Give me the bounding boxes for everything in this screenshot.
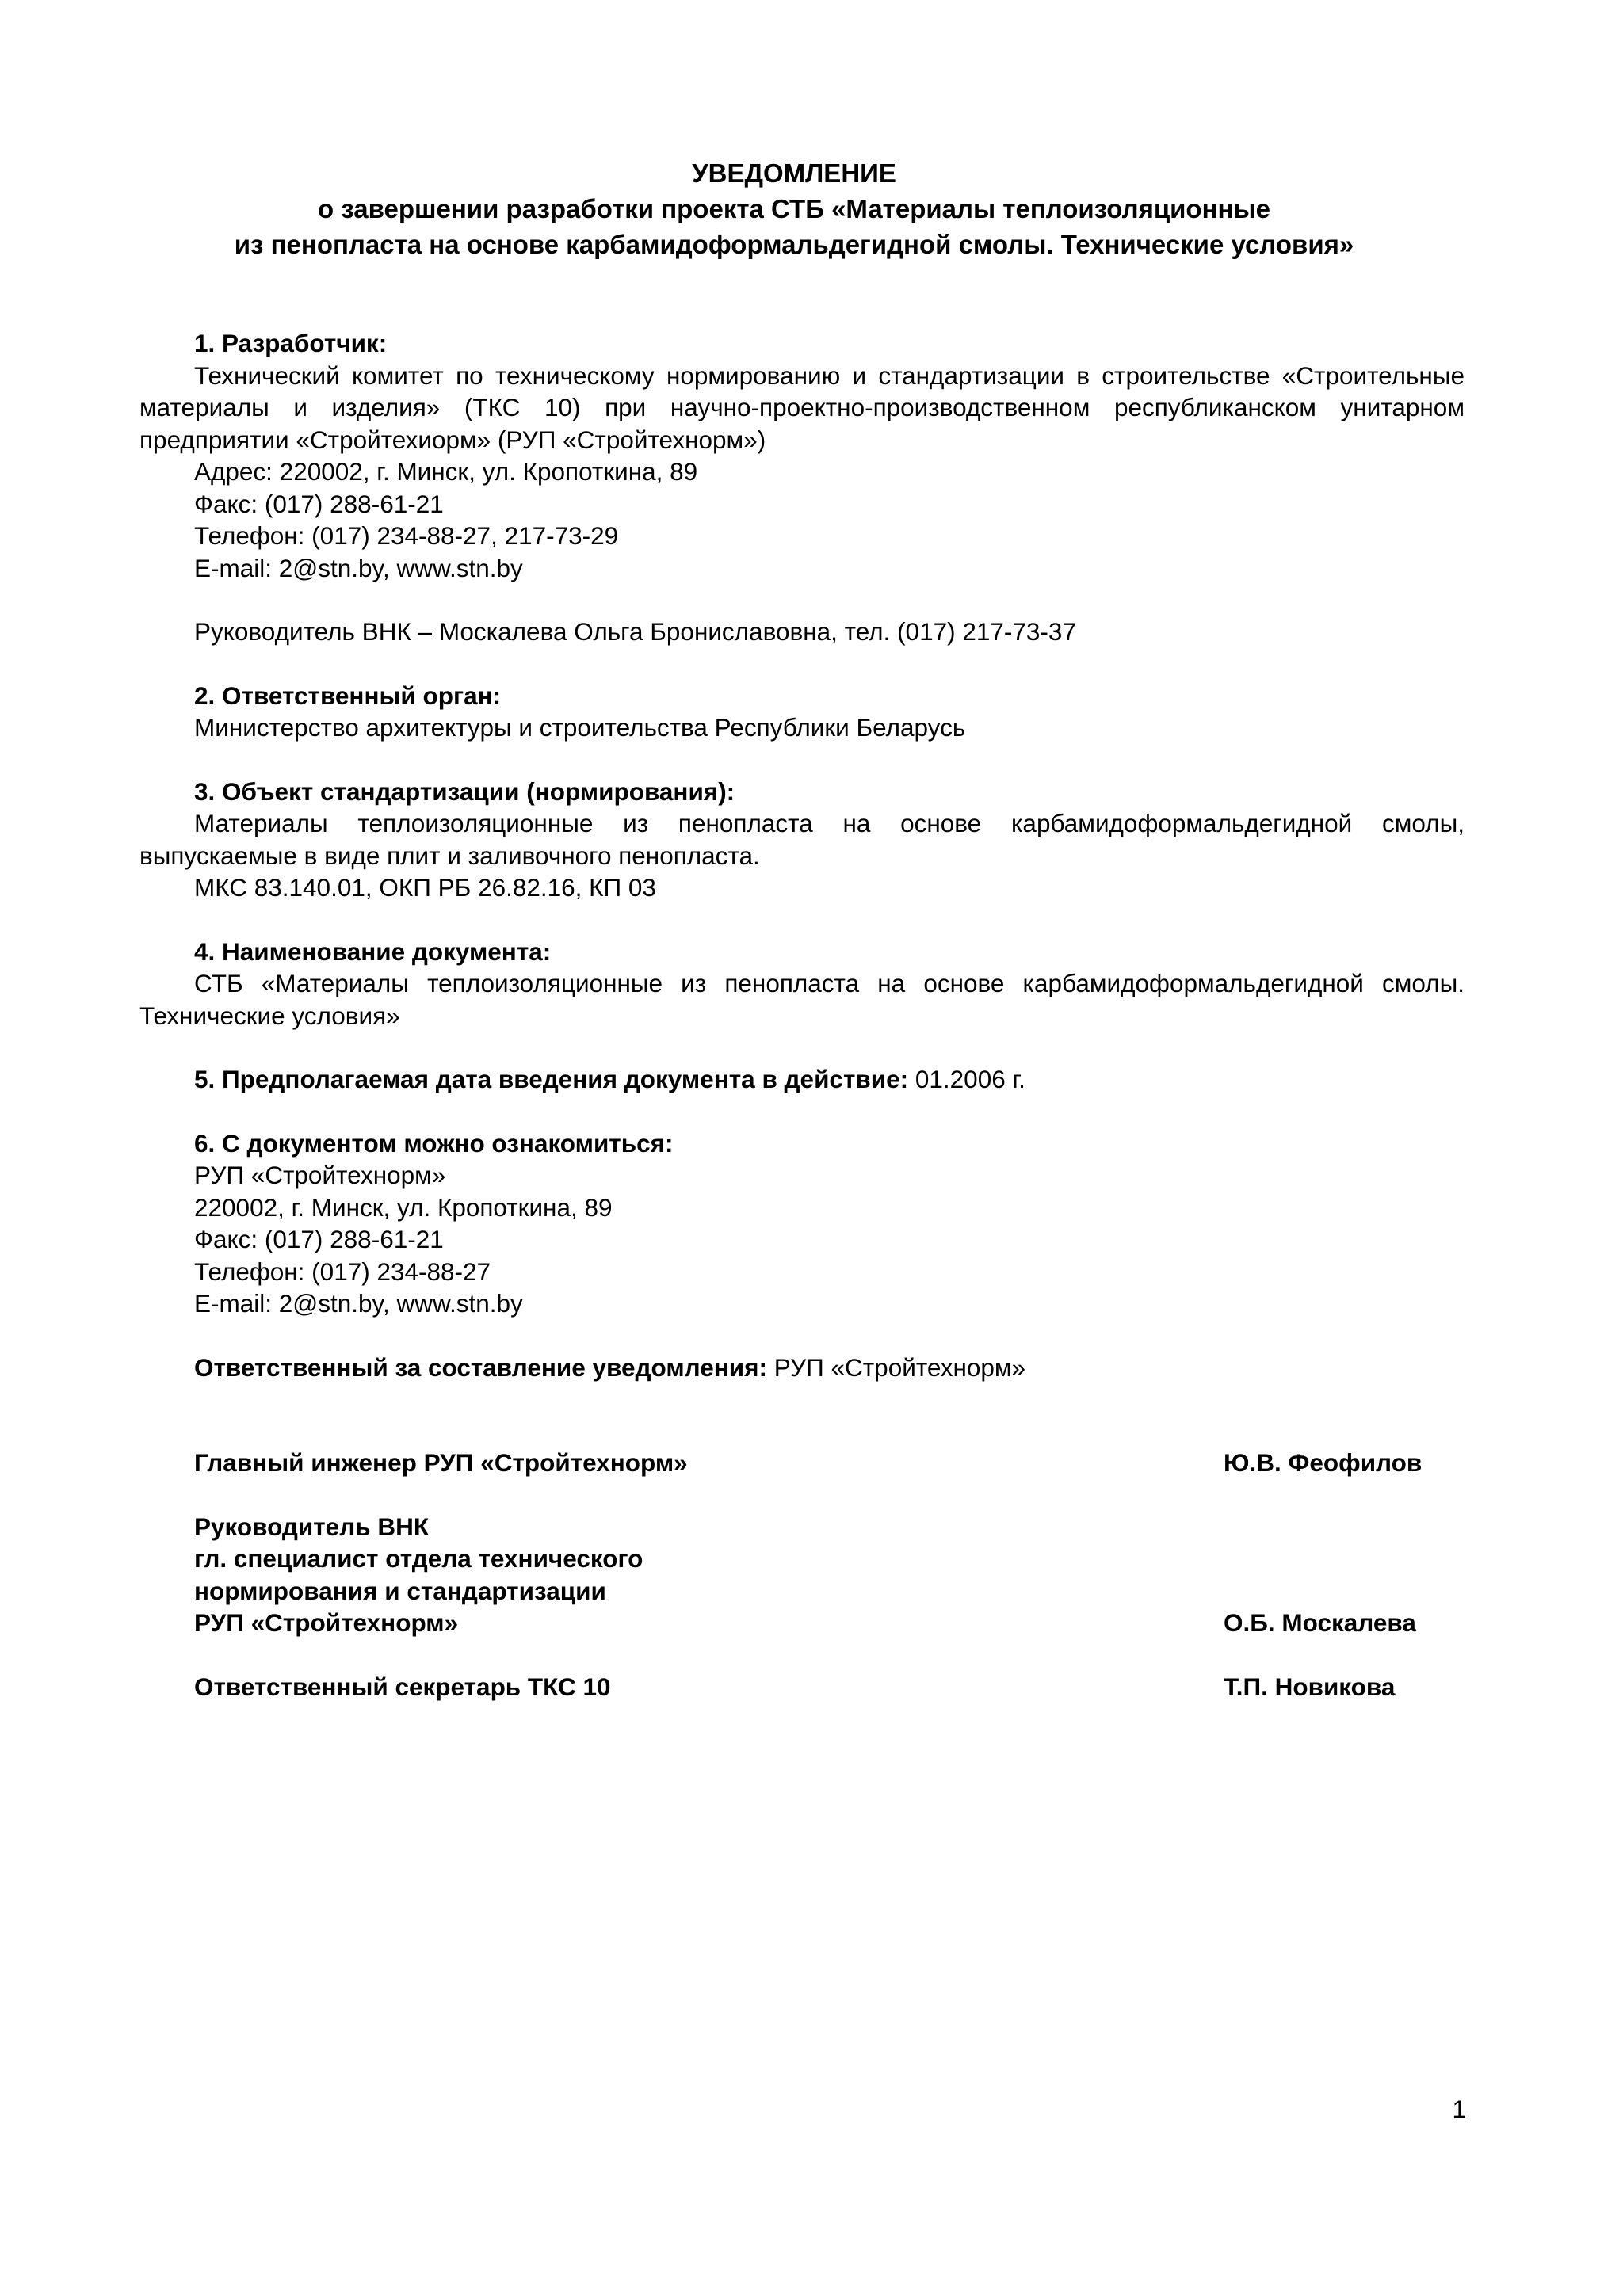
section-responsible-body	[139, 680, 1465, 744]
developer-head: Руководитель ВНК – Москалева Ольга Брониславовна, тел. (017) 217-73-37	[194, 617, 1076, 646]
section-effective-date-heading: 5. Предполагаемая дата введения документа в действие:	[194, 1065, 909, 1093]
effective-date-value: 01.2006 г.	[908, 1065, 1025, 1093]
section-document-access-heading: 6. С документом можно ознакомиться:	[194, 1128, 674, 1158]
responsible-body-text: Министерство архитектуры и строительства Республики Беларусь	[194, 713, 966, 742]
document-name-text: СТБ «Материалы теплоизоляционные из пенопласта на основе карбамидоформальдегидной смолы. Технические условия»	[139, 969, 1465, 1030]
developer-address: Адрес: 220002, г. Минск, ул. Кропоткина, 89	[194, 457, 698, 486]
access-org: РУП «Стройтехнорм»	[194, 1161, 446, 1189]
responsible-value: РУП «Стройтехнорм»	[767, 1352, 1026, 1382]
signature-secretary	[139, 1671, 1465, 1703]
responsible-line	[139, 1352, 1465, 1384]
signature-secretary-name: Т.П. Новикова	[1224, 1672, 1396, 1701]
developer-fax: Факс: (017) 288-61-21	[194, 489, 444, 518]
signature-chief-title: Главный инженер РУП «Стройтехнорм»	[194, 1448, 688, 1477]
signature-head-name: О.Б. Москалева	[1224, 1608, 1416, 1637]
section-effective-date	[139, 1063, 1465, 1096]
signature-head-vnk	[139, 1511, 1465, 1639]
developer-phone: Телефон: (017) 234-88-27, 217-73-29	[194, 521, 619, 550]
responsible-for-notice	[139, 1352, 1465, 1384]
title-line-3: из пенопласта на основе карбамидоформальдегидной смолы. Технические условия»	[234, 230, 1354, 259]
signature-head-title-line-4: РУП «Стройтехнорм»	[194, 1608, 459, 1637]
effective-date-line	[139, 1063, 1465, 1096]
section-developer-heading: 1. Разработчик:	[194, 329, 388, 357]
title-line-1: УВЕДОМЛЕНИЕ	[692, 158, 896, 188]
title-line-2: о завершении разработки проекта СТБ «Материалы теплоизоляционные	[318, 194, 1270, 223]
section-standardization-object	[139, 776, 1465, 904]
signature-chief-engineer	[139, 1447, 1465, 1479]
signatures-block	[139, 1447, 1465, 1703]
section-document-name	[139, 936, 1465, 1032]
page-number: 1	[1452, 2095, 1466, 2123]
document-body	[139, 327, 1465, 1703]
section-standardization-object-heading: 3. Объект стандартизации (нормирования):	[194, 776, 735, 806]
access-email: E-mail: 2@stn.by, www.stn.by	[194, 1289, 523, 1318]
signature-head-title-line-3: нормирования и стандартизации	[194, 1576, 606, 1605]
section-responsible-body-heading: 2. Ответственный орган:	[194, 681, 502, 710]
access-fax: Факс: (017) 288-61-21	[194, 1225, 444, 1253]
document-title	[139, 155, 1465, 262]
signature-head-title-line-1: Руководитель ВНК	[194, 1512, 430, 1541]
responsible-label: Ответственный за составление уведомления:	[194, 1352, 768, 1382]
signature-head-title	[194, 1511, 1145, 1639]
developer-description: Технический комитет по техническому нормированию и стандартизации в строительстве «Строительные материалы и изделия» (ТКС 10) при научно-проектно-производственном республиканском унитарном предприятии «Стройтехиорм» (РУП «Стройтехнорм»)	[139, 360, 1465, 454]
access-address: 220002, г. Минск, ул. Кропоткина, 89	[194, 1192, 613, 1222]
standardization-object-codes: МКС 83.140.01, ОКП РБ 26.82.16, КП 03	[194, 873, 656, 902]
signature-head-title-line-2: гл. специалист отдела технического	[194, 1544, 643, 1573]
access-phone: Телефон: (017) 234-88-27	[194, 1257, 491, 1286]
standardization-object-description: Материалы теплоизоляционные из пенопласта на основе карбамидоформальдегидной смолы, выпускаемые в виде плит и заливочного пенопласта.	[139, 809, 1465, 870]
signature-chief-name: Ю.В. Феофилов	[1224, 1448, 1423, 1477]
signature-secretary-title: Ответственный секретарь ТКС 10	[194, 1672, 611, 1701]
section-document-name-heading: 4. Наименование документа:	[194, 936, 552, 966]
section-document-access	[139, 1127, 1465, 1320]
developer-email: E-mail: 2@stn.by, www.stn.by	[194, 553, 523, 582]
section-developer	[139, 327, 1465, 648]
